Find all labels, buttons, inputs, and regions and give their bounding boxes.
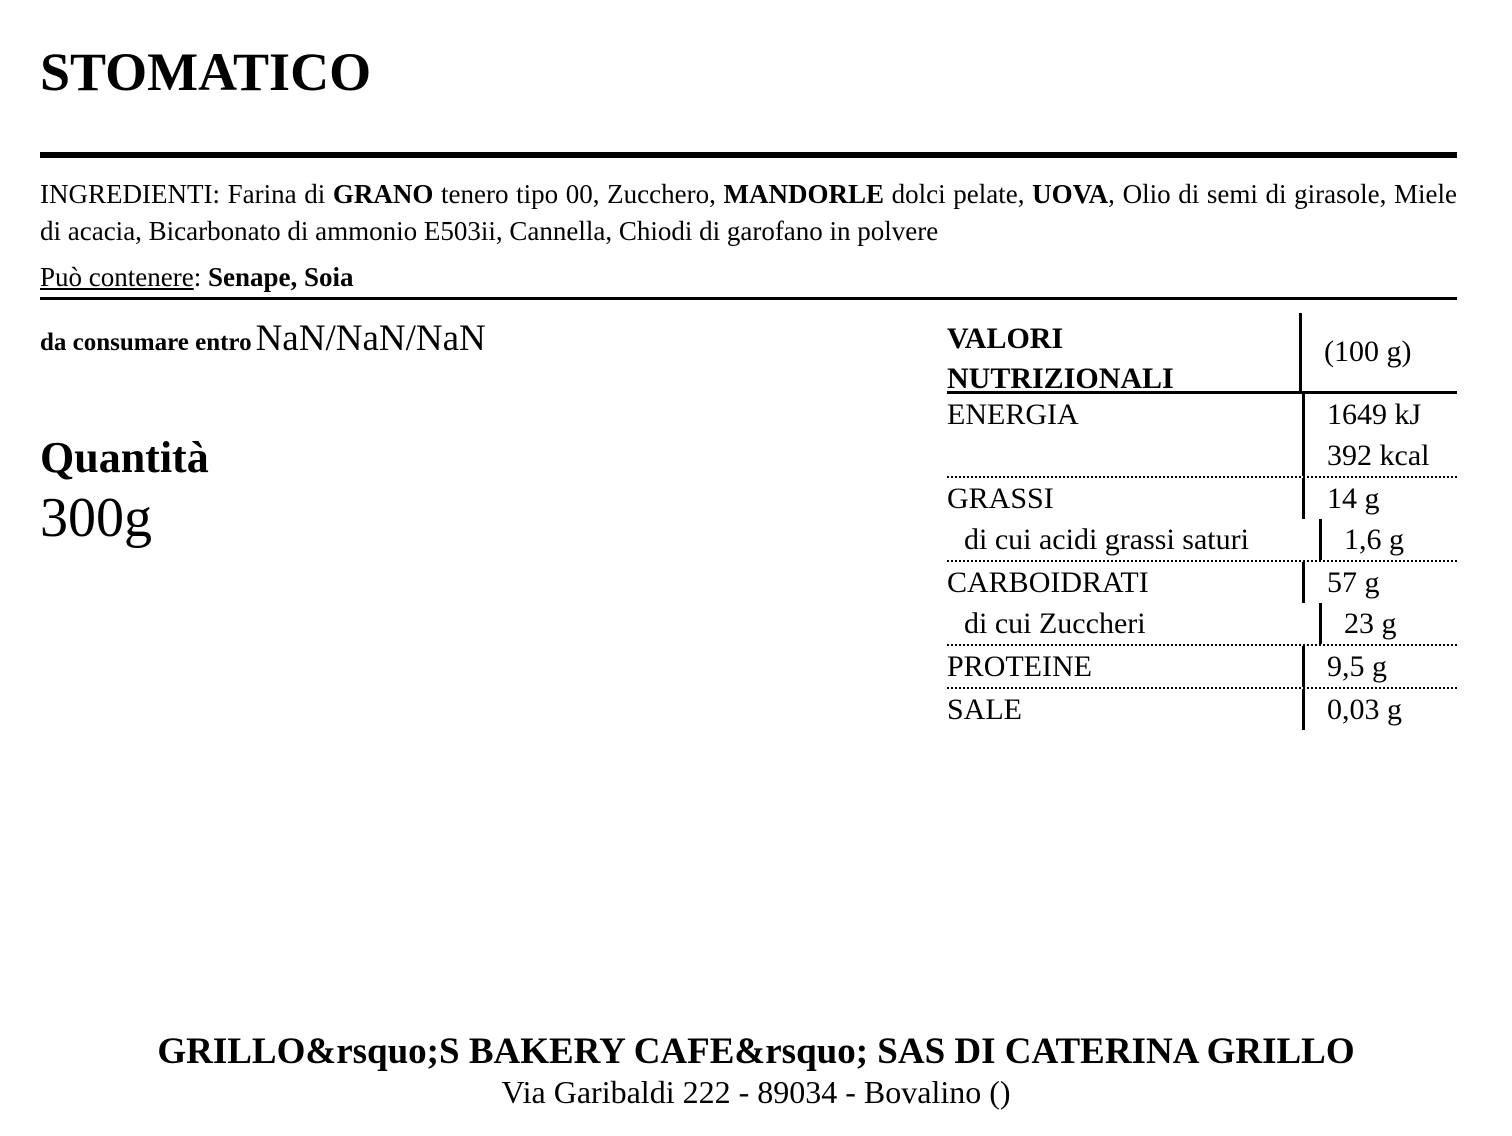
ingredients-segment: dolci pelate, — [884, 179, 1033, 209]
nutrient-value: 0,03 g — [1327, 693, 1402, 726]
nutrient-value: 14 g — [1327, 482, 1380, 515]
table-row — [947, 394, 1457, 435]
expiry — [40, 314, 486, 371]
ingredients-segment: , Olio di semi di girasole, Miele di acacia, Bicarbonato di ammonio E503ii, Cannella, Chiodi di garofano in polvere — [40, 179, 1457, 246]
table-row — [947, 519, 1457, 562]
nutrition-table — [947, 313, 1457, 730]
nutrition-title-line: VALORI — [947, 322, 1064, 355]
nutrition-header — [947, 313, 1457, 394]
company-address: Via Garibaldi 222 - 89034 - Bovalino () — [501, 1074, 1011, 1110]
table-row — [947, 435, 1457, 478]
table-row — [947, 478, 1457, 519]
nutrient-value: 1,6 g — [1344, 523, 1404, 556]
ingredients-segment: INGREDIENTI: Farina di — [40, 179, 333, 209]
ingredients-divider — [40, 297, 1457, 300]
table-row — [947, 646, 1457, 689]
table-row — [947, 562, 1457, 603]
quantity-value: 300g — [40, 487, 152, 549]
nutrient-value: 392 kcal — [1327, 439, 1430, 472]
table-row — [947, 603, 1457, 646]
table-row — [947, 689, 1457, 730]
nutrient-label: SALE — [947, 689, 1305, 730]
nutrient-value: 23 g — [1344, 607, 1397, 640]
nutrient-label: di cui Zuccheri — [947, 603, 1322, 644]
may-contain-label: Può contenere — [40, 262, 194, 292]
nutrition-title — [947, 313, 1302, 395]
nutrition-title-line: NUTRIZIONALI — [947, 362, 1174, 395]
allergen-uova: UOVA — [1032, 179, 1109, 209]
nutrient-label: PROTEINE — [947, 646, 1305, 687]
allergen-grano: GRANO — [332, 179, 434, 209]
allergen-mandorle: MANDORLE — [723, 179, 884, 209]
nutrient-value: 9,5 g — [1327, 650, 1387, 683]
quantity-label: Quantità — [40, 433, 209, 482]
nutrient-label — [947, 435, 1305, 476]
nutrient-label: CARBOIDRATI — [947, 562, 1305, 603]
nutrient-label: di cui acidi grassi saturi — [947, 519, 1322, 560]
title-divider — [40, 152, 1457, 158]
company-name: GRILLO&rsquo;S BAKERY CAFE&rsquo; SAS DI CATERINA GRILLO — [157, 1031, 1355, 1072]
expiry-value: NaN/NaN/NaN — [255, 318, 486, 359]
may-contain-sep: : — [193, 262, 208, 292]
nutrient-label: GRASSI — [947, 478, 1305, 519]
nutrient-label: ENERGIA — [947, 394, 1305, 435]
nutrient-value: 57 g — [1327, 566, 1380, 599]
nutrition-per: (100 g) — [1324, 335, 1412, 368]
expiry-label: da consumare entro — [40, 329, 252, 356]
ingredients-text — [40, 176, 1457, 250]
product-title: STOMATICO — [40, 42, 372, 102]
nutrient-value: 1649 kJ — [1327, 398, 1422, 431]
may-contain — [40, 259, 354, 296]
may-contain-value: Senape, Soia — [207, 262, 354, 292]
footer — [0, 1030, 1512, 1110]
ingredients-segment: tenero tipo 00, Zucchero, — [433, 179, 724, 209]
